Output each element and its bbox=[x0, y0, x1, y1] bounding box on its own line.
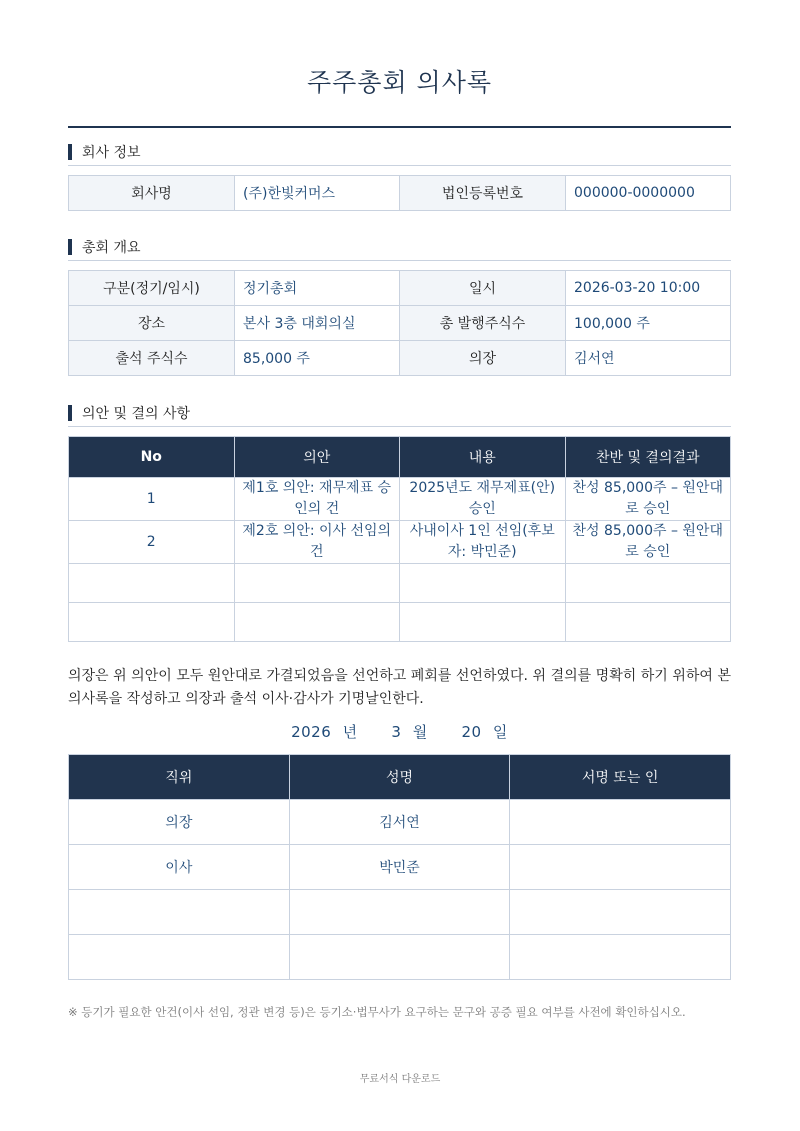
position-cell bbox=[69, 935, 290, 980]
table-row bbox=[69, 306, 731, 341]
table-row bbox=[69, 890, 731, 935]
chair-label: 의장 bbox=[400, 341, 566, 376]
section-heading-meeting bbox=[68, 237, 731, 261]
agenda-no-cell: 1 bbox=[69, 478, 235, 521]
section-heading-label: 회사 정보 bbox=[82, 145, 141, 161]
position-cell bbox=[69, 890, 290, 935]
meeting-type-value: 정기총회 bbox=[235, 271, 400, 306]
section-marker bbox=[68, 144, 72, 160]
signature-table bbox=[68, 754, 731, 980]
agenda-col-content: 내용 bbox=[400, 437, 566, 478]
agenda-table bbox=[68, 436, 731, 642]
table-header-row bbox=[69, 437, 731, 478]
agenda-result-cell: 찬성 85,000주 – 원안대로 승인 bbox=[565, 478, 731, 521]
table-row bbox=[69, 800, 731, 845]
reg-no-value: 000000-0000000 bbox=[566, 176, 731, 211]
date-day: 20 bbox=[461, 723, 482, 741]
date-month-unit: 월 bbox=[412, 723, 428, 741]
company-name-label: 회사명 bbox=[69, 176, 235, 211]
closing-statement: 의장은 위 의안이 모두 원안대로 가결되었음을 선언하고 폐회를 선언하였다. 위 결의를 명확히 하기 위하여 본 의사록을 작성하고 의장과 출석 이사·감사가 기명날인한다. bbox=[68, 668, 731, 707]
agenda-result-cell bbox=[565, 603, 731, 642]
place-label: 장소 bbox=[69, 306, 235, 341]
name-cell bbox=[289, 935, 510, 980]
document-page bbox=[68, 0, 731, 1020]
section-heading-label: 의안 및 결의 사항 bbox=[82, 406, 191, 422]
table-row bbox=[69, 478, 731, 521]
table-row bbox=[69, 341, 731, 376]
total-shares-value: 100,000 주 bbox=[566, 306, 731, 341]
agenda-content-cell bbox=[400, 603, 566, 642]
attending-shares-value: 85,000 주 bbox=[235, 341, 400, 376]
table-row bbox=[69, 564, 731, 603]
agenda-content-cell: 2025년도 재무제표(안) 승인 bbox=[400, 478, 566, 521]
place-value: 본사 3층 대회의실 bbox=[235, 306, 400, 341]
date-day-unit: 일 bbox=[492, 723, 508, 741]
position-cell: 이사 bbox=[69, 845, 290, 890]
registration-note: ※ 등기가 필요한 안건(이사 선임, 정관 변경 등)은 등기소·법무사가 요구하는 문구와 공증 필요 여부를 사전에 확인하십시오. bbox=[68, 1005, 686, 1019]
section-marker bbox=[68, 405, 72, 421]
table-row bbox=[69, 603, 731, 642]
table-row bbox=[69, 935, 731, 980]
seal-cell bbox=[510, 845, 731, 890]
total-shares-label: 총 발행주식수 bbox=[400, 306, 566, 341]
company-name-value: (주)한빛커머스 bbox=[235, 176, 400, 211]
datetime-value: 2026-03-20 10:00 bbox=[566, 271, 731, 306]
agenda-no-cell: 2 bbox=[69, 521, 235, 564]
datetime-label: 일시 bbox=[400, 271, 566, 306]
name-cell: 김서연 bbox=[289, 800, 510, 845]
agenda-item-cell bbox=[234, 564, 400, 603]
agenda-item-cell: 제1호 의안: 재무제표 승인의 건 bbox=[234, 478, 400, 521]
name-cell: 박민준 bbox=[289, 845, 510, 890]
company-info-table bbox=[68, 175, 731, 211]
page-title: 주주총회 의사록 bbox=[307, 68, 492, 97]
seal-cell bbox=[510, 800, 731, 845]
minutes-date bbox=[68, 721, 731, 742]
agenda-content-cell bbox=[400, 564, 566, 603]
seal-cell bbox=[510, 935, 731, 980]
table-header-row bbox=[69, 755, 731, 800]
chair-value: 김서연 bbox=[566, 341, 731, 376]
agenda-col-result: 찬반 및 결의결과 bbox=[565, 437, 731, 478]
agenda-no-cell bbox=[69, 564, 235, 603]
agenda-result-cell bbox=[565, 564, 731, 603]
agenda-item-cell: 제2호 의안: 이사 선임의 건 bbox=[234, 521, 400, 564]
date-month: 3 bbox=[391, 723, 402, 741]
meeting-type-label: 구분(정기/임시) bbox=[69, 271, 235, 306]
date-year: 2026 bbox=[291, 723, 332, 741]
agenda-item-cell bbox=[234, 603, 400, 642]
date-year-unit: 년 bbox=[342, 723, 358, 741]
attending-shares-label: 출석 주식수 bbox=[69, 341, 235, 376]
agenda-col-no: No bbox=[69, 437, 235, 478]
name-cell bbox=[289, 890, 510, 935]
section-heading-agenda bbox=[68, 403, 731, 427]
section-marker bbox=[68, 239, 72, 255]
reg-no-label: 법인등록번호 bbox=[400, 176, 566, 211]
agenda-content-cell: 사내이사 1인 선임(후보자: 박민준) bbox=[400, 521, 566, 564]
title-divider bbox=[68, 126, 731, 128]
section-heading-company bbox=[68, 142, 731, 166]
meeting-info-table bbox=[68, 270, 731, 376]
agenda-no-cell bbox=[69, 603, 235, 642]
agenda-col-item: 의안 bbox=[234, 437, 400, 478]
table-row bbox=[69, 176, 731, 211]
agenda-result-cell: 찬성 85,000주 – 원안대로 승인 bbox=[565, 521, 731, 564]
footer-text: 무료서식 다운로드 bbox=[359, 1074, 441, 1085]
seal-cell bbox=[510, 890, 731, 935]
signature-col-position: 직위 bbox=[69, 755, 290, 800]
section-heading-label: 총회 개요 bbox=[82, 240, 141, 256]
signature-col-seal: 서명 또는 인 bbox=[510, 755, 731, 800]
table-row bbox=[69, 845, 731, 890]
table-row bbox=[69, 521, 731, 564]
signature-col-name: 성명 bbox=[289, 755, 510, 800]
position-cell: 의장 bbox=[69, 800, 290, 845]
table-row bbox=[69, 271, 731, 306]
